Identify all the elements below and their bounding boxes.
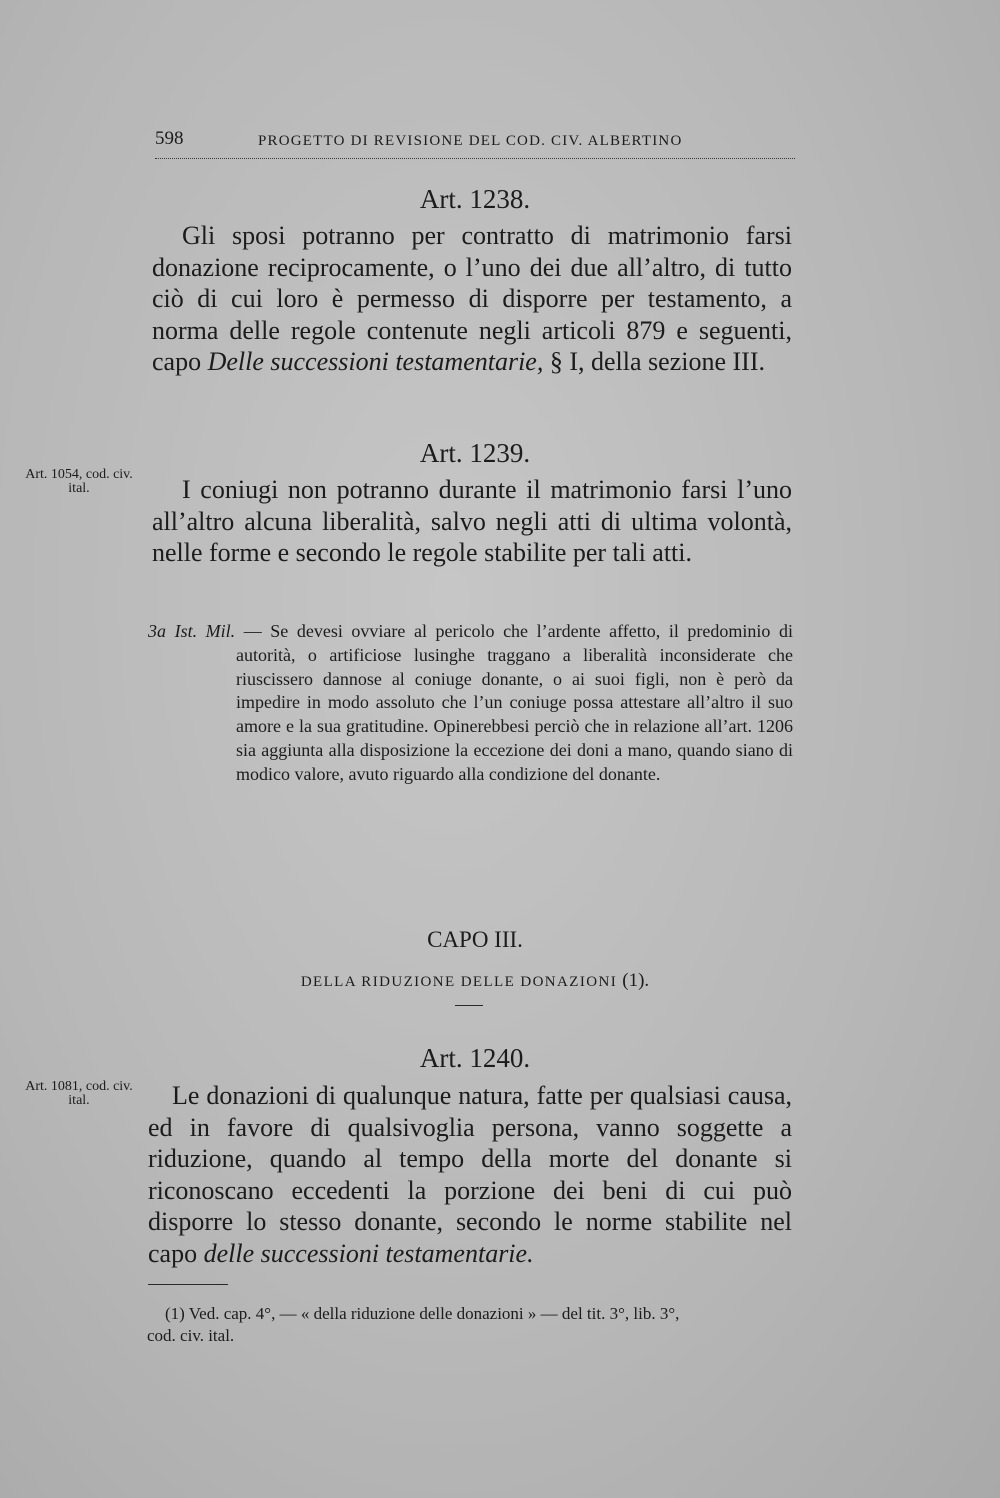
article-1240-margin-note: Art. 1081, cod. civ. ital.	[25, 1079, 133, 1108]
article-1239-title: Art. 1239.	[419, 438, 531, 468]
chapter-rule	[455, 1005, 483, 1006]
article-1240-text: Le donazioni di qualunque natura, fatte per qualsiasi causa, ed in favore di qualsivoglia persona, vanno soggette a riduzione, quando al tempo della morte del donante si riconoscano eccedenti la porzione dei beni di cui può disporre lo stesso donante, secondo le norme stabilite nel capo	[148, 1081, 792, 1268]
article-1238-italic: Delle successioni testamentarie,	[207, 347, 544, 377]
article-1239-body	[152, 474, 792, 569]
article-1239-text: I coniugi non potranno durante il matrimonio farsi l’uno all’altro alcuna liberalità, salvo negli atti di ultima volontà, nelle forme e secondo le regole stabilite per tali atti.	[152, 475, 792, 568]
footnote	[147, 1303, 792, 1347]
article-1240-body	[148, 1080, 792, 1270]
article-1239-commentary	[148, 620, 793, 787]
article-1238-body	[152, 220, 792, 378]
article-1239-margin-note: Art. 1054, cod. civ. ital.	[25, 467, 133, 496]
chapter-subtitle	[155, 970, 795, 992]
chapter-footnote-ref: (1).	[622, 970, 650, 991]
running-title: PROGETTO DI REVISIONE DEL COD. CIV. ALBERTINO	[258, 133, 683, 149]
article-1240-italic: delle successioni testamentarie.	[203, 1238, 534, 1268]
article-1238-title: Art. 1238.	[419, 184, 531, 214]
header-rule	[155, 158, 795, 159]
article-1238-text-b: § I, della sezione III.	[543, 347, 765, 377]
chapter-title: CAPO III.	[427, 927, 523, 952]
commentary-source: 3a Ist. Mil.	[148, 621, 236, 641]
footnote-rule	[148, 1284, 228, 1285]
article-1240-title: Art. 1240.	[419, 1043, 531, 1073]
footnote-line-1: (1) Ved. cap. 4°, — « della riduzione delle donazioni » — del tit. 3°, lib. 3°,	[165, 1304, 680, 1323]
article-1238-text-a: Gli sposi potranno per contratto di matrimonio farsi donazione reciprocamente, o l’uno dei due all’altro, di tutto ciò di cui loro è permesso di disporre per testamento, a norma delle regole contenute negli articoli 879 e seguenti, capo	[152, 221, 792, 377]
chapter-subtitle-text: DELLA RIDUZIONE DELLE DONAZIONI	[300, 974, 618, 990]
footnote-line-2: cod. civ. ital.	[147, 1326, 235, 1345]
page-number: 598	[155, 128, 184, 149]
commentary-text: — Se devesi ovviare al pericolo che l’ardente affetto, il predominio di autorità, o artificiose lusinghe traggano a liberalità inconsiderate che riuscissero dannose al coniuge donante, o ai suoi figli, non è però da impedire in modo assoluto che l’un coniuge possa attestare all’altro il suo amore e la sua gratitudine. Opinerebbesi perciò che in relazione all’art. 1206 sia aggiunta alla disposizione la eccezione dei doni a mano, quando siano di modico valore, avuto riguardo alla condizione del donante.	[235, 621, 793, 784]
